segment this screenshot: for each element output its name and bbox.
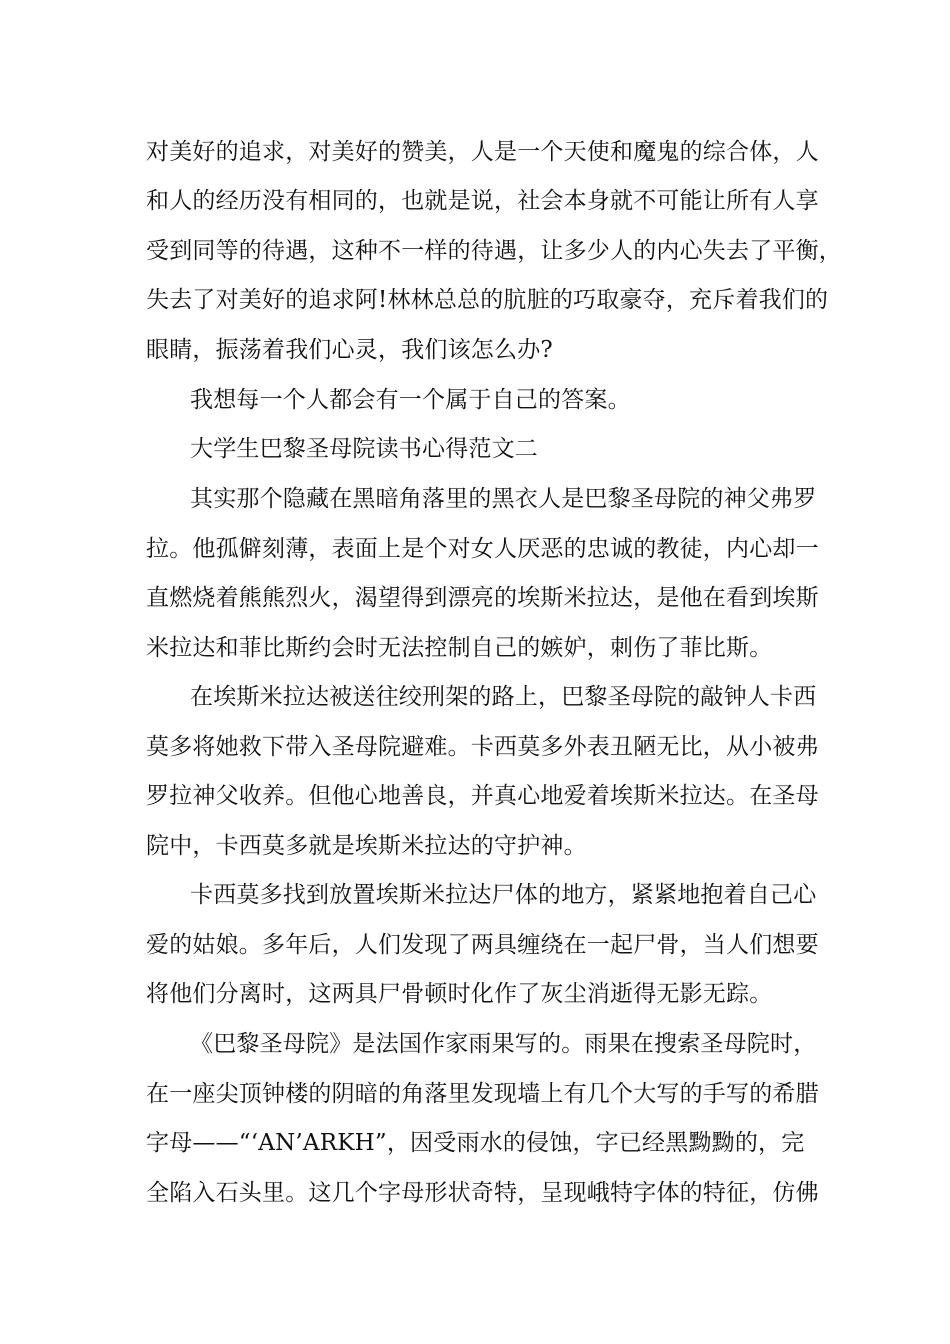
text-line: 字母——“‘AN’ARKH”，因受雨水的侵蚀，字已经黑黝黝的，完 [146, 1130, 805, 1156]
text-line: 眼睛，振荡着我们心灵，我们该怎么办? [146, 337, 553, 363]
text-line: 在一座尖顶钟楼的阴暗的角落里发现墙上有几个大写的手写的希腊 [146, 1081, 819, 1107]
text-line: 《巴黎圣母院》是法国作家雨果写的。雨果在搜索圣母院时， [190, 1031, 817, 1057]
text-line: 对美好的追求，对美好的赞美，人是一个天使和魔鬼的综合体，人 [146, 139, 819, 165]
text-line: 将他们分离时，这两具尸骨顿时化作了灰尘消逝得无影无踪。 [146, 981, 773, 1007]
text-line: 罗拉神父收养。但他心地善良，并真心地爱着埃斯米拉达。在圣母 [146, 783, 819, 809]
text-line: 卡西莫多找到放置埃斯米拉达尸体的地方，紧紧地抱着自己心 [190, 882, 817, 908]
text-line: 拉。他孤僻刻薄，表面上是个对女人厌恶的忠诚的教徒，内心却一 [146, 536, 819, 562]
text-line: 米拉达和菲比斯约会时无法控制自己的嫉妒，刺伤了菲比斯。 [146, 635, 773, 661]
text-line: 我想每一个人都会有一个属于自己的答案。 [190, 387, 631, 413]
section-heading: 大学生巴黎圣母院读书心得范文二 [190, 436, 538, 462]
text-line: 爱的姑娘。多年后，人们发现了两具缠绕在一起尸骨，当人们想要 [146, 932, 819, 958]
text-line: 和人的经历没有相同的，也就是说，社会本身就不可能让所有人享 [146, 188, 819, 214]
text-line: 全陷入石头里。这几个字母形状奇特，呈现峨特字体的特征，仿佛 [146, 1180, 819, 1206]
text-line: 受到同等的待遇，这种不一样的待遇，让多少人的内心失去了平衡， [146, 238, 842, 264]
text-line: 在埃斯米拉达被送往绞刑架的路上，巴黎圣母院的敲钟人卡西 [190, 684, 817, 710]
text-line: 直燃烧着熊熊烈火，渴望得到漂亮的埃斯米拉达，是他在看到埃斯 [146, 585, 819, 611]
text-line: 失去了对美好的追求阿!林林总总的肮脏的巧取豪夺，充斥着我们的 [146, 287, 829, 313]
text-line: 院中，卡西莫多就是埃斯米拉达的守护神。 [146, 833, 587, 859]
text-line: 莫多将她救下带入圣母院避难。卡西莫多外表丑陋无比，从小被弗 [146, 734, 819, 760]
text-line: 其实那个隐藏在黑暗角落里的黑衣人是巴黎圣母院的神父弗罗 [190, 486, 817, 512]
